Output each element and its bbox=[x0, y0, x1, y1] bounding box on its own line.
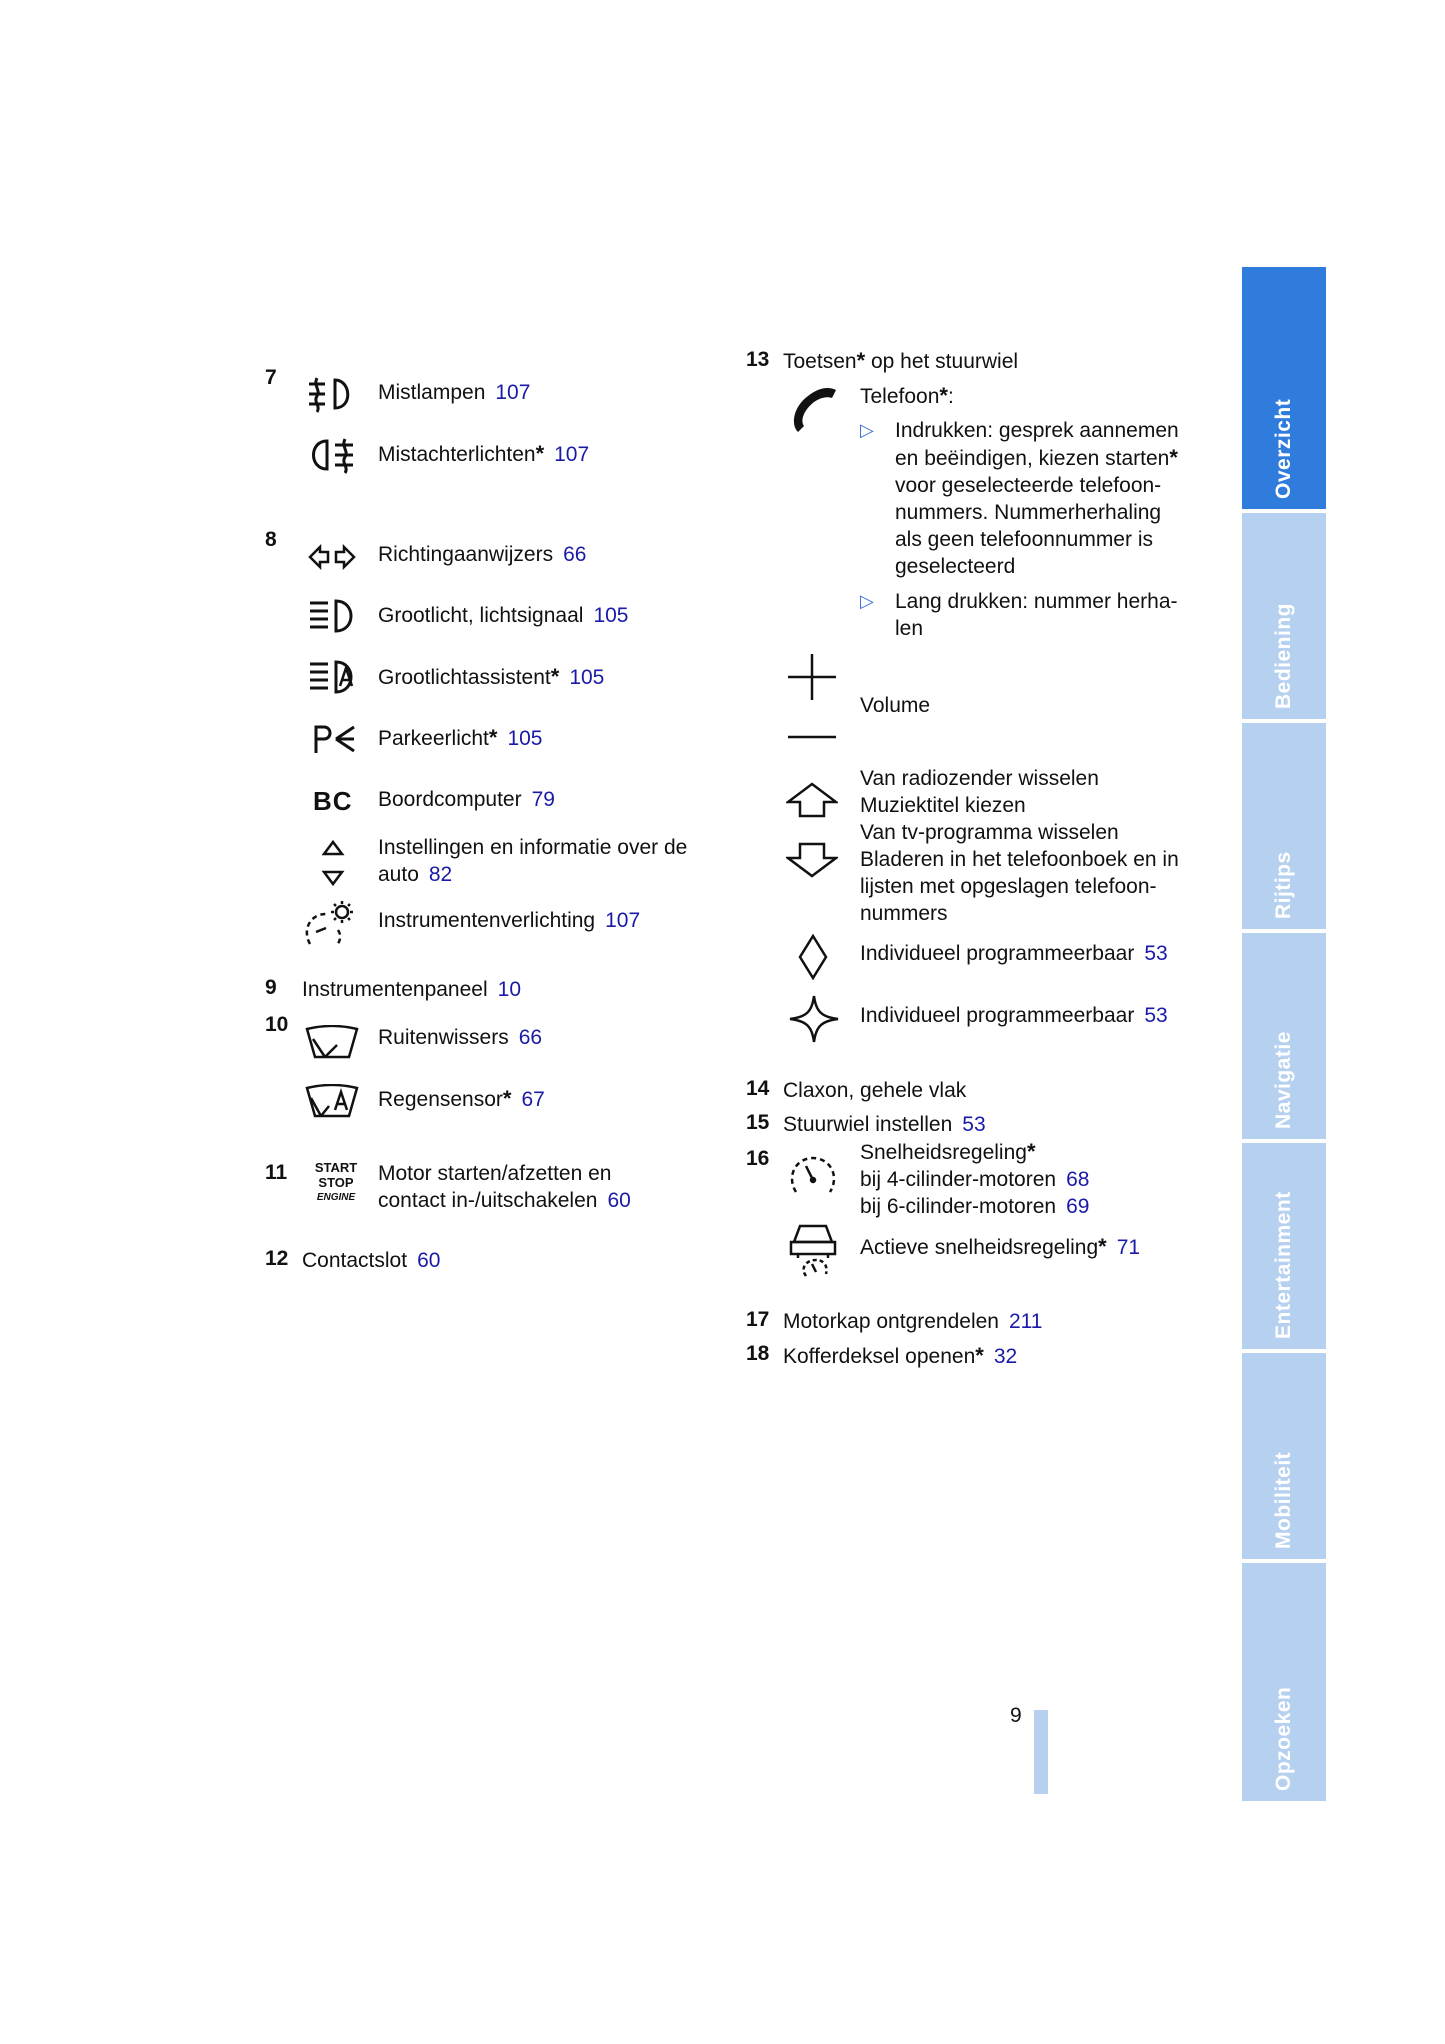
tab-label: Overzicht bbox=[1272, 398, 1295, 499]
page-link[interactable]: 71 bbox=[1116, 1236, 1141, 1259]
individueel-2-entry bbox=[860, 1002, 1168, 1029]
page-link[interactable]: 10 bbox=[497, 978, 521, 1001]
tab-overzicht[interactable] bbox=[1242, 267, 1326, 509]
page-link[interactable]: 105 bbox=[569, 666, 605, 689]
motorkap-entry bbox=[783, 1308, 1042, 1335]
rain-sensor-icon bbox=[305, 1084, 359, 1120]
page-number-bar bbox=[1034, 1710, 1048, 1794]
instellingen-entry bbox=[378, 834, 687, 888]
optional-marker: * bbox=[550, 664, 560, 689]
optional-marker: * bbox=[975, 1343, 984, 1368]
star-diamond-icon bbox=[788, 994, 840, 1044]
optional-marker: * bbox=[502, 1086, 512, 1111]
regensensor-entry bbox=[378, 1085, 545, 1113]
entry-label: Kofferdeksel openen bbox=[783, 1345, 976, 1368]
entry-label: Individueel programmeerbaar bbox=[860, 942, 1135, 965]
stuurwiel-entry bbox=[783, 1111, 986, 1138]
tab-label: Navigatie bbox=[1272, 1031, 1295, 1129]
entry-label: Instellingen en informatie over de bbox=[378, 836, 688, 859]
icon-text: STOP bbox=[318, 1175, 354, 1190]
tab-label: Opzoeken bbox=[1272, 1686, 1295, 1791]
high-beam-assistant-icon bbox=[308, 658, 358, 696]
entry-label: Snelheidsregeling bbox=[860, 1141, 1027, 1164]
entry-label: Motorkap ontgrendelen bbox=[783, 1310, 999, 1333]
instrument-lighting-icon bbox=[302, 900, 358, 950]
bullet-triangle-icon: ▷ bbox=[860, 420, 874, 440]
page-link[interactable]: 107 bbox=[495, 381, 531, 404]
cruise-control-icon bbox=[788, 1152, 838, 1200]
volume-label: Volume bbox=[860, 694, 931, 717]
entry-label: Instrumentenpaneel bbox=[302, 978, 488, 1001]
entry-label: Motor starten/afzetten en bbox=[378, 1162, 612, 1185]
page-link[interactable]: 53 bbox=[1144, 942, 1168, 965]
page-link[interactable]: 211 bbox=[1008, 1310, 1043, 1333]
colon: : bbox=[947, 385, 954, 408]
entry-label: Mistlampen bbox=[378, 381, 486, 404]
motor-starten-entry bbox=[378, 1160, 631, 1214]
individueel-1-entry bbox=[860, 940, 1168, 967]
text-line: lijsten met opgeslagen telefoon- bbox=[860, 875, 1157, 898]
page-link[interactable]: 53 bbox=[1144, 1004, 1168, 1027]
entry-label: Ruitenwissers bbox=[378, 1026, 509, 1049]
page-link[interactable]: 107 bbox=[605, 909, 641, 932]
entry-label: Parkeerlicht bbox=[378, 727, 489, 750]
optional-marker: * bbox=[939, 383, 948, 408]
snelheidsregeling-entry bbox=[860, 1138, 1089, 1220]
tab-navigatie[interactable] bbox=[1242, 933, 1326, 1139]
page-link[interactable]: 105 bbox=[507, 727, 543, 750]
entry-label: Stuurwiel instellen bbox=[783, 1113, 953, 1136]
active-cruise-control-icon bbox=[788, 1218, 838, 1278]
text-line: nummers bbox=[860, 902, 948, 925]
entry-label: Actieve snelheidsregeling bbox=[860, 1236, 1099, 1259]
rear-fog-light-icon bbox=[305, 435, 357, 475]
ruitenwissers-entry bbox=[378, 1024, 542, 1051]
page-link[interactable]: 60 bbox=[417, 1249, 441, 1272]
entry-label-cont: contact in-/uitschakelen bbox=[378, 1189, 598, 1212]
entry-label: Grootlichtassistent bbox=[378, 666, 551, 689]
entry-label: Individueel programmeerbaar bbox=[860, 1004, 1135, 1027]
page-link[interactable]: 60 bbox=[607, 1189, 631, 1212]
tab-entertainment[interactable] bbox=[1242, 1143, 1326, 1349]
item-number-10: 10 bbox=[265, 1013, 289, 1036]
parking-light-icon bbox=[312, 723, 356, 755]
icon-text: ENGINE bbox=[316, 1192, 356, 1203]
tab-label: Entertainment bbox=[1272, 1191, 1295, 1339]
item-number-16: 16 bbox=[746, 1147, 770, 1170]
high-beam-icon bbox=[308, 597, 358, 635]
richtingaanwijzers-entry bbox=[378, 541, 586, 568]
plus-icon bbox=[786, 652, 838, 702]
page-link[interactable]: 68 bbox=[1066, 1168, 1090, 1191]
bullet-triangle-icon: ▷ bbox=[860, 591, 874, 611]
toetsen-heading bbox=[783, 347, 1018, 375]
grootlicht-entry bbox=[378, 602, 628, 629]
page-link[interactable]: 79 bbox=[531, 788, 555, 811]
radio-wisselen-text bbox=[860, 765, 1179, 927]
text-line: en beëindigen, kiezen starten bbox=[895, 447, 1170, 470]
page-link[interactable]: 67 bbox=[521, 1088, 545, 1111]
tab-rijtips[interactable] bbox=[1242, 723, 1326, 929]
optional-marker: * bbox=[488, 725, 498, 750]
optional-marker: * bbox=[856, 348, 866, 373]
kofferdeksel-entry bbox=[783, 1342, 1017, 1370]
tab-label: Mobiliteit bbox=[1272, 1451, 1295, 1549]
text-line: Muziektitel kiezen bbox=[860, 794, 1026, 817]
entry-label-cont: op het stuurwiel bbox=[865, 350, 1019, 373]
item-number-12: 12 bbox=[265, 1247, 289, 1270]
front-fog-light-icon bbox=[305, 374, 357, 414]
lang-drukken-text bbox=[895, 588, 1178, 642]
text-line: nummers. Nummerherhaling bbox=[895, 501, 1162, 524]
indrukken-text bbox=[895, 417, 1179, 580]
parkeerlicht-entry bbox=[378, 724, 543, 752]
entry-label: Contactslot bbox=[302, 1249, 408, 1272]
text-line: len bbox=[895, 617, 924, 640]
icon-text: START bbox=[314, 1160, 358, 1175]
item-number-8: 8 bbox=[265, 528, 277, 551]
arrow-up-icon bbox=[786, 782, 838, 818]
item-number-7: 7 bbox=[265, 366, 277, 389]
entry-label: Mistachterlichten bbox=[378, 443, 536, 466]
turn-signal-icon bbox=[308, 544, 356, 570]
phone-icon bbox=[788, 384, 840, 436]
optional-marker: * bbox=[1098, 1234, 1107, 1259]
tab-bediening[interactable] bbox=[1242, 513, 1326, 719]
entry-label-cont: auto bbox=[378, 863, 419, 886]
actieve-snelheidsregeling-entry bbox=[860, 1233, 1140, 1261]
entry-label: Telefoon bbox=[860, 385, 940, 408]
text-line: Van radiozender wisselen bbox=[860, 767, 1099, 790]
contactslot-entry bbox=[302, 1247, 440, 1274]
up-down-arrows-icon bbox=[320, 838, 346, 888]
tab-opzoeken[interactable] bbox=[1242, 1563, 1326, 1801]
arrow-down-icon bbox=[786, 842, 838, 878]
entry-label: Grootlicht, lichtsignaal bbox=[378, 604, 584, 627]
entry-label: Regensensor bbox=[378, 1088, 503, 1111]
entry-label: Boordcomputer bbox=[378, 788, 522, 811]
text-line: Bladeren in het telefoonboek en in bbox=[860, 848, 1179, 871]
instrumentenverlichting-entry bbox=[378, 907, 640, 934]
text-line: Van tv-programma wisselen bbox=[860, 821, 1119, 844]
optional-marker: * bbox=[1026, 1139, 1036, 1164]
page-number: 9 bbox=[1010, 1704, 1022, 1727]
tab-mobiliteit[interactable] bbox=[1242, 1353, 1326, 1559]
item-number-14: 14 bbox=[746, 1077, 770, 1100]
board-computer-icon: BC bbox=[313, 786, 353, 816]
boordcomputer-entry bbox=[378, 786, 555, 813]
instrumentenpaneel-entry bbox=[302, 976, 521, 1003]
page-link[interactable]: 69 bbox=[1066, 1195, 1090, 1218]
entry-label: Toetsen bbox=[783, 350, 857, 373]
page-link[interactable]: 66 bbox=[563, 543, 587, 566]
text-line: bij 6-cilinder-motoren bbox=[860, 1195, 1057, 1218]
item-number-18: 18 bbox=[746, 1342, 770, 1365]
text-line: geselecteerd bbox=[895, 555, 1016, 578]
page-link[interactable]: 82 bbox=[428, 863, 453, 886]
text-line: voor geselecteerde telefoon- bbox=[895, 474, 1162, 497]
tab-label: Rijtips bbox=[1272, 851, 1295, 919]
item-number-15: 15 bbox=[746, 1111, 770, 1134]
tab-label: Bediening bbox=[1272, 602, 1295, 709]
item-number-11: 11 bbox=[265, 1161, 288, 1184]
minus-icon bbox=[786, 734, 838, 740]
text-line: bij 4-cilinder-motoren bbox=[860, 1168, 1057, 1191]
page-link[interactable]: 53 bbox=[962, 1113, 986, 1136]
grootlichtassistent-entry bbox=[378, 663, 604, 691]
entry-label: Richtingaanwijzers bbox=[378, 543, 554, 566]
telefoon-label bbox=[860, 382, 954, 410]
page-link[interactable]: 105 bbox=[593, 604, 629, 627]
optional-marker: * bbox=[535, 441, 545, 466]
claxon-entry: Claxon, gehele vlak bbox=[783, 1079, 967, 1102]
text-line: Lang drukken: nummer herha- bbox=[895, 590, 1178, 613]
mistachterlichten-entry bbox=[378, 440, 589, 468]
item-number-9: 9 bbox=[265, 976, 277, 999]
page-link[interactable]: 32 bbox=[993, 1345, 1018, 1368]
optional-marker: * bbox=[1169, 445, 1178, 470]
text-line: Indrukken: gesprek aannemen bbox=[895, 419, 1179, 442]
diamond-icon bbox=[798, 934, 828, 980]
start-stop-engine-icon bbox=[308, 1160, 364, 1205]
wiper-icon bbox=[305, 1025, 359, 1061]
text-line: als geen telefoonnummer is bbox=[895, 528, 1153, 551]
item-number-17: 17 bbox=[746, 1308, 770, 1331]
entry-label: Instrumentenverlichting bbox=[378, 909, 596, 932]
page-link[interactable]: 107 bbox=[554, 443, 590, 466]
page-link[interactable]: 66 bbox=[518, 1026, 543, 1049]
mistlampen-entry bbox=[378, 379, 530, 406]
item-number-13: 13 bbox=[746, 348, 770, 371]
